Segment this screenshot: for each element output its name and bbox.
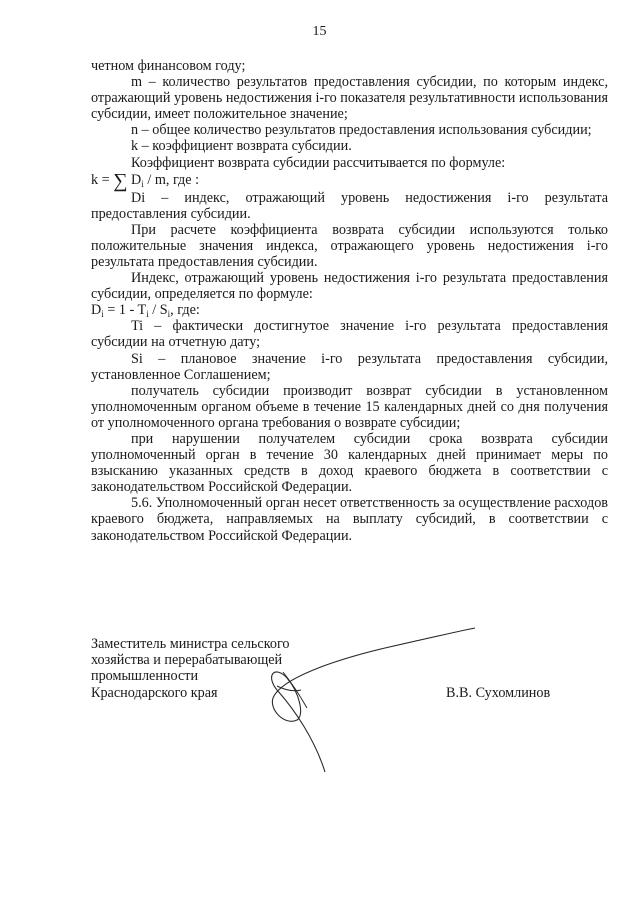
paragraph: k – коэффициент возврата субсидии. — [131, 138, 352, 155]
page-number: 15 — [312, 24, 327, 39]
formula-k-lhs: k = — [91, 171, 114, 188]
body-text — [91, 58, 608, 544]
paragraph: 5.6. Уполномоченный орган несет ответственность за осуществление расходов краевого бюджета, направляемых на выплату субсидий, в соответствии с законодательством Российской Федерации. — [91, 495, 608, 544]
formula-k-rhs: / m, где : — [143, 171, 200, 188]
paragraph: при нарушении получателем субсидии срока возврата субсидии уполномоченный орган в течение 30 календарных дней принимает меры по взысканию указанных средств в доход краевого бюджета в соответствии с законодательством Российской Федерации. — [91, 430, 608, 496]
paragraph: Индекс, отражающий уровень недостижения i-го результата предоставления субсидии, определяется по формуле: — [91, 270, 608, 303]
paragraph: Di – индекс, отражающий уровень недостижения i-го результата предоставления субсидии. — [91, 189, 608, 222]
formula-k-subscript: i — [141, 178, 144, 189]
formula-d — [91, 302, 608, 318]
formula-d-subscript: i — [167, 309, 171, 320]
formula-k-d: D — [131, 171, 142, 188]
formula-d-subscript: i — [146, 309, 149, 320]
formula-d-d: D — [91, 302, 102, 319]
signer-name: В.В. Сухомлинов — [446, 685, 551, 701]
formula-d-tail: , где: — [170, 302, 200, 319]
paragraph: четном финансовом году; — [91, 58, 246, 74]
paragraph: m – количество результатов предоставления субсидии, по которым индекс, отражающий уровень недостижения i-го показателя результативности использования субсидии, имеет положительное значение; — [91, 74, 608, 123]
paragraph: Ti – фактически достигнутое значение i-го результата предоставления субсидии на отчетную дату; — [91, 318, 608, 351]
formula-d-mid: = 1 - T — [103, 302, 147, 319]
paragraph: n – общее количество результатов предоставления использования субсидии; — [131, 122, 592, 139]
signatory-title-line: Заместитель министра сельского — [91, 636, 290, 652]
signatory-title-line: промышленности — [91, 668, 199, 685]
signatory-title-line: хозяйства и перерабатывающей — [91, 652, 283, 669]
paragraph: Si – плановое значение i-го результата предоставления субсидии, установленное Соглашением; — [91, 350, 608, 383]
formula-k — [91, 171, 608, 190]
sum-sign: ∑ — [113, 169, 128, 192]
formula-d-subscript: i — [101, 309, 104, 320]
formula-d-mid2: / S — [148, 302, 168, 319]
signatory-title-line: Краснодарского края — [91, 684, 218, 701]
paragraph: При расчете коэффициента возврата субсидии используются только положительные значения индекса, отражающего уровень недостижения i-го результата предоставления субсидии. — [91, 221, 608, 271]
paragraph: получатель субсидии производит возврат субсидии в установленном уполномоченным органом объеме в течение 15 календарных дней со дня получения от уполномоченного органа требования о возврате субсидии; — [91, 382, 608, 431]
paragraph: Коэффициент возврата субсидии рассчитывается по формуле: — [131, 154, 506, 171]
